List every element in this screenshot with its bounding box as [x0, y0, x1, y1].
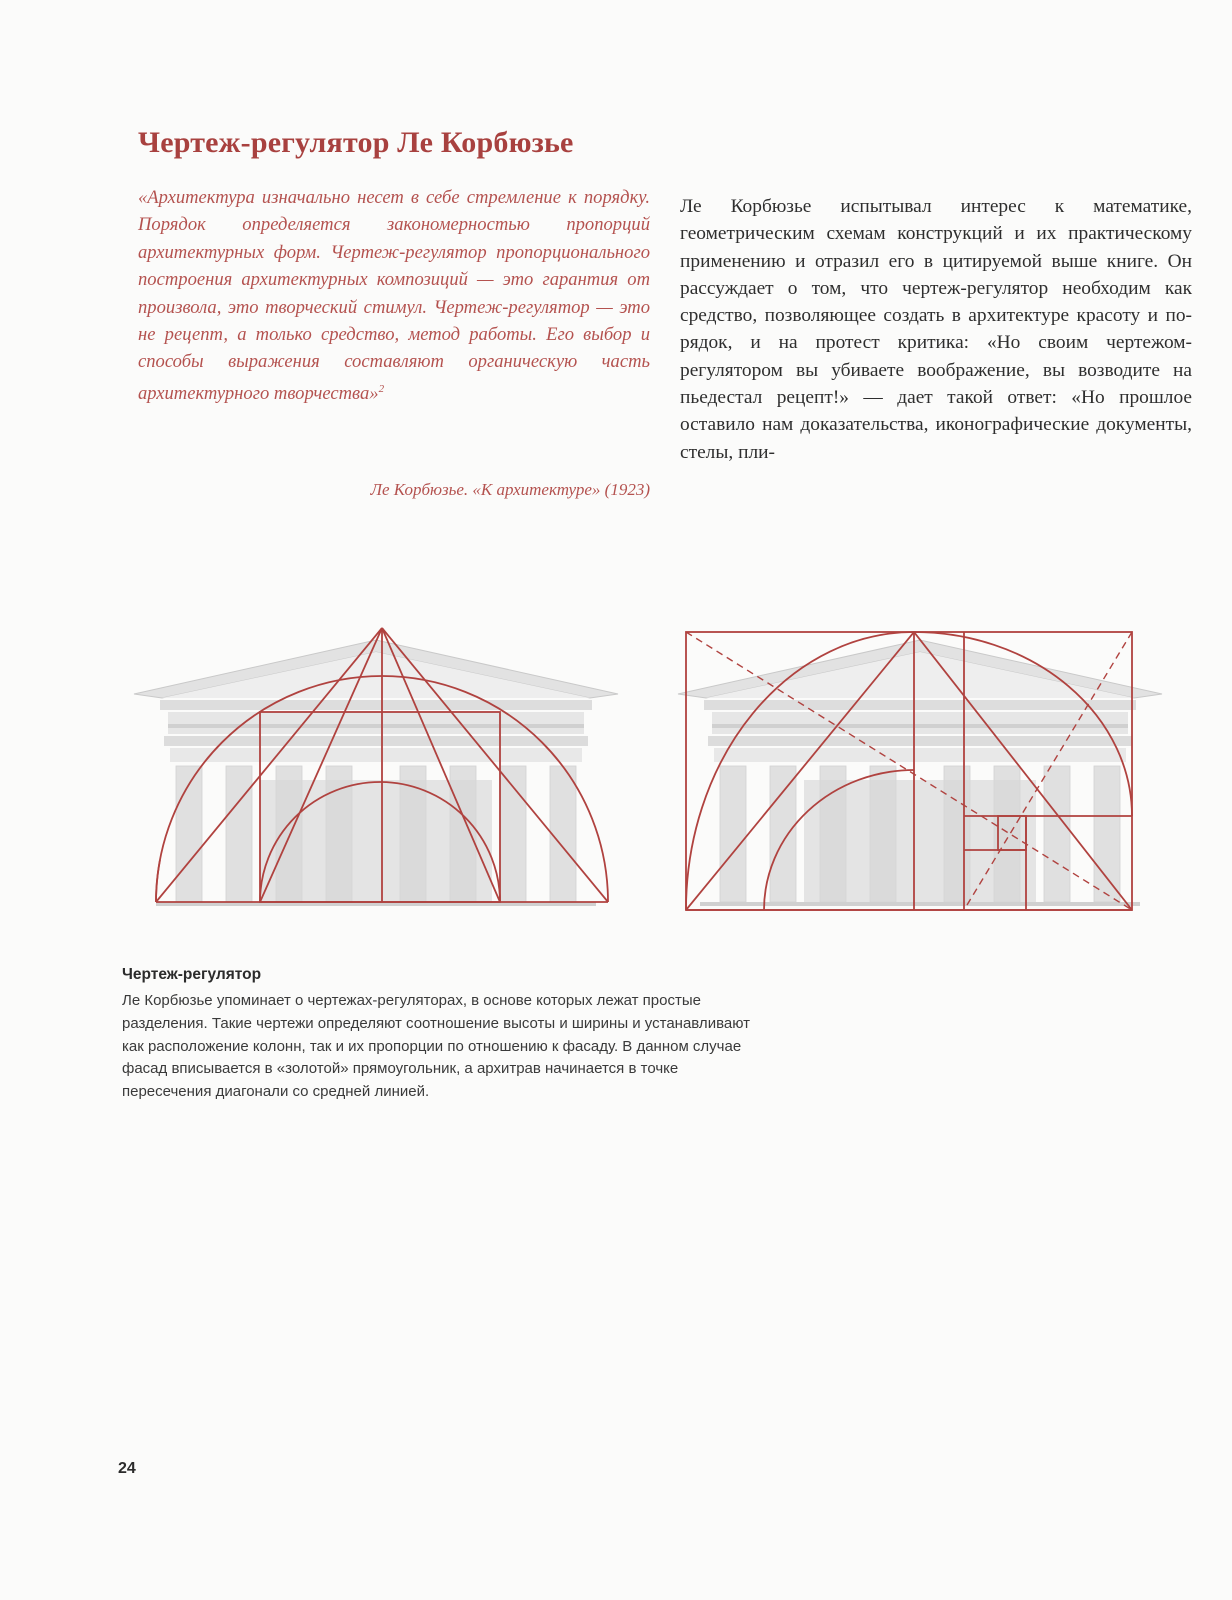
figure-left-semicircle-construction	[134, 628, 618, 906]
page-title: Чертеж-регулятор Ле Корбюзье	[138, 126, 574, 159]
regulating-lines-figures	[120, 620, 1200, 940]
figure-caption-text: Ле Корбюзье упоминает о чертежах-регуляторах, в основе которых лежат простые разделения. Такие чертежи определяют соотношение высоты и ширины и устанавливают как расположение колонн, так и их пропорции по отношению к фасаду. В данном случае фасад вписывается в «золотой» прямоугольник, а архитрав начинается в точке пересечения диагонали со средней линией.	[122, 992, 751, 1101]
epigraph-quote	[138, 184, 650, 407]
quote-attribution: Ле Корбюзье. «К архитектуре» (1923)	[370, 480, 650, 499]
figure-caption-title: Чертеж-регулятор	[122, 966, 262, 983]
page-number: 24	[118, 1460, 136, 1477]
footnote-marker: 2	[378, 382, 385, 395]
quote-text: «Архитектура изначально несет в себе стремление к порядку. Порядок определяется закономерностью пропорций архитектурных форм. Чертеж-регулятор пропорционального построения архитектурных композиций — это гарантия от произвола, это творческий стимул. Чертеж-регулятор — это не рецепт, а только средство, метод работы. Его выбор и способы выражения составляют органическую часть архитектурного творчества»	[138, 187, 650, 405]
body-paragraph: Ле Корбюзье испытывал интерес к математике, геометрическим схемам конструкций и их практическому применению и отразил его в цитируемой выше книге. Он рассуждает о том, что чертеж-регулятор необходим как средство, позволяющее создать в архитектуре красоту и порядок, и на протест критика: «Но своим чертежом-регулятором вы убиваете воображение, вы возводите на пьедестал рецепт!» — дает такой ответ: «Но прошлое оставило нам доказательства, иконографические документы, стелы, пли-	[680, 196, 1192, 463]
figure-right-golden-rectangle	[678, 632, 1162, 910]
